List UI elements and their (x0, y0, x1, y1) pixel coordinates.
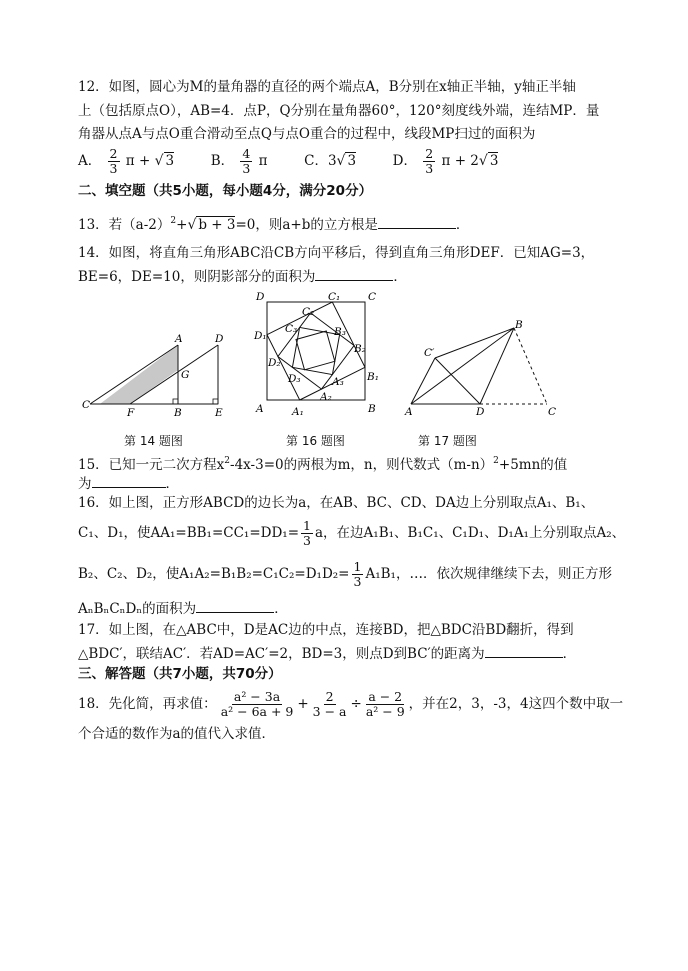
figure-17 (402, 318, 567, 420)
q12-options (78, 146, 498, 176)
q15-answer-blank[interactable] (92, 473, 166, 488)
q12-option-d[interactable]: D． $\frac{2}{3}$ π + 2√ 3 (392, 146, 499, 176)
fig16-label-a2: A₂ (320, 391, 332, 403)
fig14-label-c: C (82, 399, 91, 411)
fig17-label-a: A (405, 406, 413, 418)
fig14-label-a: A (175, 333, 183, 345)
q12-option-b[interactable]: B． $\frac{4}{3}$ π (210, 146, 268, 176)
caption-fig14: 第 14 题图 (124, 434, 183, 448)
q12-option-c[interactable]: C．3√ 3 (304, 153, 357, 169)
caption-fig17: 第 17 题图 (418, 434, 477, 448)
q13-text: 13．若$(a-2)^2+√$ b + 3=0，则a+b的立方根是 ． (78, 216, 470, 233)
section-3-heading: 三、解答题（共7小题，共70分） (78, 666, 282, 682)
q18-line1: 18．先化简，再求值： $\frac{\text{a² − 3a}}{\text{a² − 6a + 9}}$ + $\frac{2}{3 - a}$ ÷ $\frac{a - 2}{\text{a² − 9}}$ ，并在2，3，-3，4这四个数中取一 (78, 689, 624, 719)
q16-line3: B₂、C₂、D₂，使A₁A₂=B₁B₂=C₁C₂=D₁D₂= $\frac{1}{3}$ A₁B₁，…．依次规律继续下去，则正方形 (78, 559, 612, 589)
fig16-label-d3: D₃ (288, 373, 301, 385)
q12-option-a[interactable]: A． $\frac{2}{3}$ π + √ 3 (78, 146, 175, 176)
q17-answer-blank[interactable] (485, 643, 563, 658)
q16-answer-blank[interactable] (196, 598, 274, 613)
fig14-label-f: F (127, 407, 135, 419)
q13-answer-blank[interactable] (378, 214, 456, 229)
q16-line2: C₁、D₁，使AA₁=BB₁=CC₁=DD₁= $\frac{1}{3}$ a，在边A₁B₁、B₁C₁、C₁D₁、D₁A₁上分别取点A₂、 (78, 518, 626, 548)
fig16-label-b: B (368, 403, 376, 415)
q12-line3: 角器从点A与点O重合滑动至点Q与点O重合的过程中，线段MP扫过的面积为 (78, 126, 536, 142)
fig17-label-c-prime: C′ (424, 347, 435, 359)
q17-line1: 17．如上图，在△ABC中，D是AC边的中点，连接BD，把△BDC沿BD翻折，得到 (78, 622, 574, 638)
fig16-label-a3: A₃ (332, 376, 344, 388)
fig17-label-d: D (476, 406, 485, 418)
fig16-label-c1: C₁ (328, 291, 341, 303)
fig14-label-d: D (215, 333, 224, 345)
q17-line2: △BDC′，联结AC′．若AD=AC′=2，BD=3，则点D到BC′的距离为 ． (78, 643, 576, 664)
fig16-label-c3: C₃ (285, 323, 298, 335)
figure-14 (78, 330, 238, 420)
q18-line2: 个合适的数作为a的值代入求值． (78, 726, 276, 742)
q14-line1: 14．如图，将直角三角形ABC沿CB方向平移后，得到直角三角形DEF．已知AG=3， (78, 245, 595, 261)
q12-line1: 12．如图，圆心为M的量角器的直径的两个端点A，B分别在x轴正半轴，y轴正半轴 (78, 79, 576, 95)
q16-line1: 16．如上图，正方形ABCD的边长为a，在AB、BC、CD、DA边上分别取点A₁、B₁、 (78, 495, 595, 511)
q15-line1: 15．已知一元二次方程$x^2-4x-3=0$的两根为m，n，则代数式$(m-n)^2+5mn$的值 (78, 456, 568, 473)
q15-line2: 为 ． (78, 473, 179, 494)
fig16-label-b2: B₂ (354, 343, 366, 355)
fig16-label-a1: A₁ (292, 406, 304, 418)
q16-line4: AₙBₙCₙDₙ的面积为 ． (78, 598, 288, 619)
section-2-heading: 二、填空题（共5小题，每小题4分，满分20分） (78, 183, 373, 199)
fig16-label-d: D (256, 291, 265, 303)
fig16-label-b1: B₁ (367, 371, 379, 383)
caption-fig16: 第 16 题图 (286, 434, 345, 448)
fig14-label-e: E (215, 407, 223, 419)
fig16-label-d1: D₁ (254, 330, 267, 342)
fig14-label-b: B (174, 407, 182, 419)
fig16-label-b3: B₃ (334, 326, 346, 338)
fig14-label-g: G (181, 369, 190, 381)
fig17-label-c: C (548, 406, 557, 418)
q14-line2: BE=6，DE=10，则阴影部分的面积为 ． (78, 266, 407, 287)
q12-line2: 上（包括原点O），AB=4．点P，Q分别在量角器60°，120°刻度线外端，连结MP．量 (78, 103, 600, 119)
fig17-label-b: B (515, 319, 523, 331)
fig16-label-c2: C₂ (302, 306, 315, 318)
q14-answer-blank[interactable] (315, 266, 393, 281)
fig16-label-c: C (368, 291, 377, 303)
fig16-label-d2: D₂ (268, 357, 281, 369)
fig16-label-a: A (256, 403, 264, 415)
figure-16 (252, 290, 392, 420)
